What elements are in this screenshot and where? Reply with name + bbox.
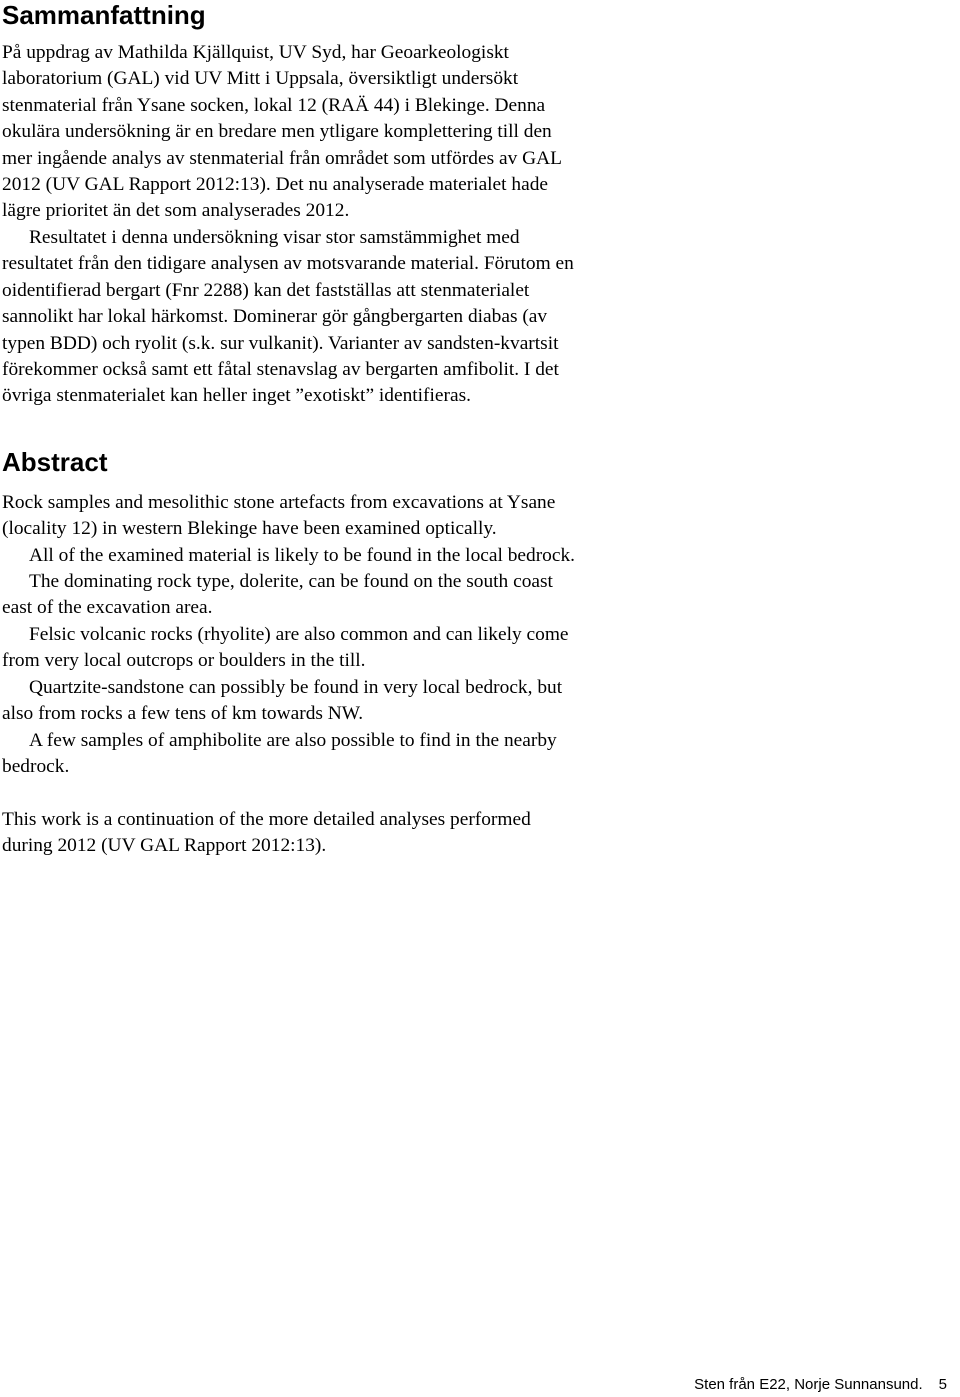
text-line: (locality 12) in western Blekinge have been examined optically. [2, 518, 497, 540]
abstract-point-2 [2, 569, 682, 622]
abstract-point-1 [2, 543, 682, 569]
text-line: lägre prioritet än det som analyserades 2012. [2, 200, 350, 222]
text-line: typen BDD) och ryolit (s.k. sur vulkanit). Varianter av sandsten-kvartsit [2, 332, 559, 354]
text-line: övriga stenmaterialet kan heller inget ”exotiskt” identifieras. [2, 385, 471, 407]
text-line: stenmaterial från Ysane socken, lokal 12 (RAÄ 44) i Blekinge. Denna [2, 94, 546, 116]
text-line: 2012 (UV GAL Rapport 2012:13). Det nu analyserade materialet hade [2, 174, 549, 196]
text-line: oidentifierad bergart (Fnr 2288) kan det fastställas att stenmaterialet [2, 279, 530, 301]
abstract-heading: Abstract [2, 447, 108, 477]
text-line: from very local outcrops or boulders in the till. [2, 650, 366, 672]
text-line: east of the excavation area. [2, 597, 213, 619]
text-line: This work is a continuation of the more detailed analyses performed [2, 809, 531, 830]
abstract-intro [2, 490, 682, 543]
abstract-point-3 [2, 622, 682, 675]
text-line: resultatet från den tidigare analysen av motsvarande material. Förutom en [2, 253, 574, 275]
text-line: bedrock. [2, 756, 70, 778]
running-title: Sten från E22, Norje Sunnansund. [694, 1376, 923, 1393]
text-line: okulära undersökning är en bredare men ytligare komplettering till den [2, 121, 552, 143]
text-line: På uppdrag av Mathilda Kjällquist, UV Syd, har Geoarkeologiskt [2, 42, 509, 63]
abstract-closing [2, 807, 682, 860]
sammanfattning-paragraph-2 [2, 225, 682, 410]
page-number: 5 [938, 1376, 947, 1393]
text-line: laboratorium (GAL) vid UV Mitt i Uppsala, översiktligt undersökt [2, 68, 519, 90]
text-line: Rock samples and mesolithic stone artefacts from excavations at Ysane [2, 492, 556, 513]
text-line: Felsic volcanic rocks (rhyolite) are also common and can likely come [29, 624, 569, 645]
sammanfattning-paragraph-1 [2, 40, 682, 225]
text-line: A few samples of amphibolite are also possible to find in the nearby [29, 730, 557, 751]
text-line: All of the examined material is likely to be found in the local bedrock. [29, 545, 576, 566]
text-line: Resultatet i denna undersökning visar stor samstämmighet med [29, 227, 520, 248]
text-line: during 2012 (UV GAL Rapport 2012:13). [2, 835, 327, 857]
abstract-point-4 [2, 675, 682, 728]
abstract-point-5 [2, 728, 682, 781]
page-footer [694, 1376, 947, 1394]
text-line: The dominating rock type, dolerite, can be found on the south coast [29, 571, 553, 592]
sammanfattning-heading: Sammanfattning [2, 0, 206, 30]
text-line: förekommer också samt ett fåtal stenavslag av bergarten amfibolit. I det [2, 359, 559, 381]
text-line: Quartzite-sandstone can possibly be found in very local bedrock, but [29, 677, 563, 698]
text-line: sannolikt har lokal härkomst. Dominerar gör gångbergarten diabas (av [2, 306, 548, 328]
text-line: mer ingående analys av stenmaterial från området som utfördes av GAL [2, 147, 562, 169]
text-line: also from rocks a few tens of km towards NW. [2, 703, 364, 725]
